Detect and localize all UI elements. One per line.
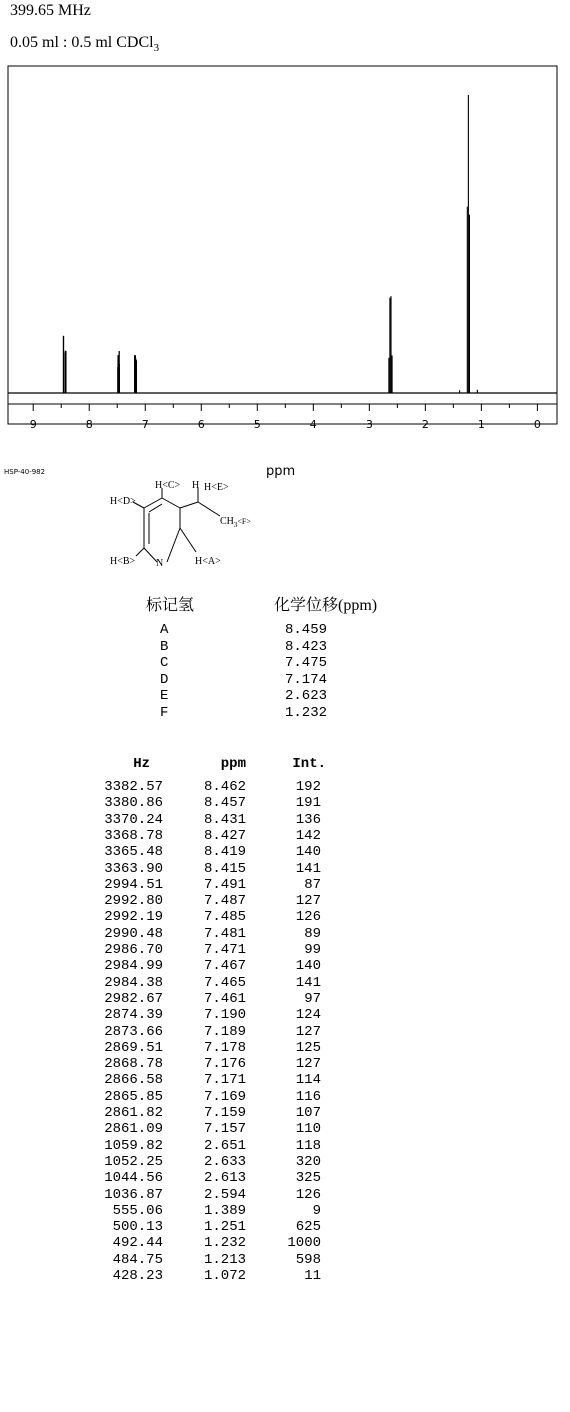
peak-intensity: 140 xyxy=(295,958,321,975)
x-tick-label: 7 xyxy=(141,418,149,431)
assignment-label: F xyxy=(160,704,169,721)
peak-hz: 500.13 xyxy=(112,1219,163,1236)
assignment-label: D xyxy=(160,671,169,688)
peak-row xyxy=(0,828,570,844)
peak-intensity: 114 xyxy=(295,1072,321,1089)
peak-row xyxy=(0,795,570,811)
x-tick-label: 5 xyxy=(253,418,261,431)
peak-row xyxy=(0,1235,570,1251)
x-tick-label: 8 xyxy=(85,418,93,431)
peak-row xyxy=(0,1268,570,1284)
peak-ppm: 7.461 xyxy=(203,990,246,1007)
peak-row xyxy=(0,958,570,974)
molecular-structure xyxy=(100,480,300,575)
peak-intensity: 116 xyxy=(295,1088,321,1105)
peak-ppm: 1.389 xyxy=(203,1202,246,1219)
peak-intensity: 125 xyxy=(295,1039,321,1056)
peak-ppm: 7.171 xyxy=(203,1072,246,1089)
peak-hz: 2990.48 xyxy=(104,925,163,942)
peak-hz: 492.44 xyxy=(112,1235,163,1252)
peak-ppm: 7.157 xyxy=(203,1121,246,1138)
peak-row xyxy=(0,1219,570,1235)
peak-ppm: 2.594 xyxy=(203,1186,246,1203)
assignment-label: C xyxy=(160,655,169,671)
label-n: N xyxy=(156,558,164,569)
solvent-text: 0.05 ml : 0.5 ml CDCl xyxy=(10,34,154,51)
peak-header-hz: Hz xyxy=(133,756,150,772)
assignment-shift: 8.459 xyxy=(285,622,328,638)
peak-intensity: 191 xyxy=(295,795,321,812)
peak-ppm: 7.190 xyxy=(203,1007,246,1024)
peak-row xyxy=(0,1007,570,1023)
x-tick-label: 4 xyxy=(309,418,317,431)
spectrum-code: HSP-40-982 xyxy=(4,468,46,476)
peak-ppm: 7.485 xyxy=(203,909,246,926)
peak-row xyxy=(0,861,570,877)
x-tick-label: 6 xyxy=(197,418,205,431)
assignment-label: B xyxy=(160,638,169,655)
peak-hz: 2992.80 xyxy=(104,893,163,910)
peak-ppm: 8.427 xyxy=(203,827,246,844)
peak-intensity: 192 xyxy=(295,779,321,795)
peak-ppm: 8.419 xyxy=(203,844,246,861)
peak-intensity: 1000 xyxy=(287,1235,321,1252)
spectrometer-frequency: 399.65 MHz xyxy=(10,2,91,19)
peak-ppm: 2.633 xyxy=(203,1153,246,1170)
peak-ppm: 7.159 xyxy=(203,1105,246,1121)
peak-ppm: 1.072 xyxy=(203,1268,246,1284)
label-hd: H<D> xyxy=(110,496,136,507)
assignment-row xyxy=(0,622,570,638)
peak-intensity: 141 xyxy=(295,860,321,877)
peak-intensity: 142 xyxy=(295,827,321,844)
peak-hz: 1052.25 xyxy=(104,1153,163,1170)
peak-ppm: 7.487 xyxy=(203,893,246,910)
peak-hz: 2986.70 xyxy=(104,942,163,958)
peak-hz: 1036.87 xyxy=(104,1186,163,1203)
peak-intensity: 598 xyxy=(295,1251,321,1268)
peak-hz: 555.06 xyxy=(112,1202,163,1219)
peak-row xyxy=(0,1121,570,1137)
nmr-spectrum-chart xyxy=(0,0,570,470)
peak-hz: 2869.51 xyxy=(104,1039,163,1056)
x-axis-label: ppm xyxy=(266,464,296,479)
solvent-subscript: 3 xyxy=(153,42,160,55)
x-tick-label: 9 xyxy=(29,418,37,431)
peak-ppm: 7.471 xyxy=(203,942,246,958)
peak-row xyxy=(0,1056,570,1072)
assignment-row xyxy=(0,672,570,688)
peak-intensity: 136 xyxy=(295,811,321,828)
peak-row xyxy=(0,877,570,893)
peak-row xyxy=(0,844,570,860)
peak-intensity: 89 xyxy=(304,925,321,942)
label-ha: H<A> xyxy=(195,556,221,567)
peak-intensity: 127 xyxy=(295,893,321,910)
peak-hz: 3365.48 xyxy=(104,844,163,861)
peak-ppm: 7.176 xyxy=(203,1056,246,1073)
peak-intensity: 625 xyxy=(295,1219,321,1236)
peak-hz: 3363.90 xyxy=(104,860,163,877)
peak-intensity: 140 xyxy=(295,844,321,861)
peak-hz: 2865.85 xyxy=(104,1088,163,1105)
peak-ppm: 8.415 xyxy=(203,860,246,877)
peak-ppm: 1.232 xyxy=(203,1235,246,1252)
peak-hz: 428.23 xyxy=(112,1268,163,1284)
peak-row xyxy=(0,1154,570,1170)
assignment-row xyxy=(0,688,570,704)
peak-hz: 2861.82 xyxy=(104,1105,163,1121)
peak-ppm: 1.251 xyxy=(203,1219,246,1236)
assignment-shift: 7.475 xyxy=(285,655,328,671)
assignment-shift: 2.623 xyxy=(285,688,328,704)
label-he: H<E> xyxy=(204,482,229,493)
peak-ppm: 7.481 xyxy=(203,925,246,942)
assignment-row xyxy=(0,705,570,721)
peak-ppm: 7.465 xyxy=(203,974,246,991)
x-tick-label: 2 xyxy=(421,418,429,431)
peak-hz: 2874.39 xyxy=(104,1007,163,1024)
peak-ppm: 7.169 xyxy=(203,1088,246,1105)
peak-hz: 2984.38 xyxy=(104,974,163,991)
peak-row xyxy=(0,942,570,958)
peak-intensity: 107 xyxy=(295,1105,321,1121)
assignment-header-label: 标记氢 xyxy=(146,597,195,614)
assignment-header-shift: 化学位移(ppm) xyxy=(274,597,378,614)
peak-row xyxy=(0,1138,570,1154)
peak-hz: 2868.78 xyxy=(104,1056,163,1073)
peak-intensity: 126 xyxy=(295,909,321,926)
x-tick-label: 0 xyxy=(533,418,541,431)
peak-ppm: 7.491 xyxy=(203,876,246,893)
peak-row xyxy=(0,1170,570,1186)
peak-hz: 484.75 xyxy=(112,1251,163,1268)
peak-header-ppm: ppm xyxy=(220,756,246,772)
peak-row xyxy=(0,812,570,828)
peak-row xyxy=(0,779,570,795)
peak-hz: 2873.66 xyxy=(104,1023,163,1040)
peak-row xyxy=(0,893,570,909)
peak-hz: 1044.56 xyxy=(104,1170,163,1187)
peak-intensity: 127 xyxy=(295,1056,321,1073)
peak-hz: 3370.24 xyxy=(104,811,163,828)
label-h: H xyxy=(192,480,200,491)
peak-row xyxy=(0,1203,570,1219)
assignment-row xyxy=(0,639,570,655)
peak-row xyxy=(0,926,570,942)
x-tick-label: 1 xyxy=(477,418,485,431)
peak-intensity: 97 xyxy=(304,990,321,1007)
peak-intensity: 110 xyxy=(295,1121,321,1138)
peak-hz: 3368.78 xyxy=(104,827,163,844)
peak-intensity: 320 xyxy=(295,1153,321,1170)
peak-ppm: 7.467 xyxy=(203,958,246,975)
peak-intensity: 99 xyxy=(304,942,321,958)
peak-row xyxy=(0,1187,570,1203)
peak-intensity: 87 xyxy=(304,876,321,893)
peak-row xyxy=(0,909,570,925)
peak-hz: 2866.58 xyxy=(104,1072,163,1089)
assignment-shift: 1.232 xyxy=(285,704,328,721)
peak-hz: 1059.82 xyxy=(104,1137,163,1154)
peak-ppm: 2.613 xyxy=(203,1170,246,1187)
assignment-label: A xyxy=(160,622,169,638)
peak-ppm: 8.462 xyxy=(203,779,246,795)
peak-hz: 3382.57 xyxy=(104,779,163,795)
peak-row xyxy=(0,1072,570,1088)
peak-ppm: 1.213 xyxy=(203,1251,246,1268)
peak-row xyxy=(0,1089,570,1105)
peak-hz: 2994.51 xyxy=(104,876,163,893)
peak-header-int: Int. xyxy=(292,756,326,772)
peak-row xyxy=(0,975,570,991)
peak-intensity: 325 xyxy=(295,1170,321,1187)
peak-row xyxy=(0,1040,570,1056)
label-hb: H<B> xyxy=(110,556,136,567)
peak-hz: 2982.67 xyxy=(104,990,163,1007)
peak-ppm: 2.651 xyxy=(203,1137,246,1154)
peak-row xyxy=(0,1024,570,1040)
peak-intensity: 141 xyxy=(295,974,321,991)
peak-ppm: 8.457 xyxy=(203,795,246,812)
spectrum-peaks xyxy=(63,95,477,393)
peak-intensity: 9 xyxy=(312,1202,321,1219)
peak-intensity: 127 xyxy=(295,1023,321,1040)
assignment-label: E xyxy=(160,688,169,704)
x-tick-label: 3 xyxy=(365,418,373,431)
peak-intensity: 124 xyxy=(295,1007,321,1024)
peak-intensity: 11 xyxy=(304,1268,321,1284)
peak-hz: 2861.09 xyxy=(104,1121,163,1138)
x-ticks xyxy=(33,404,537,411)
label-ch3: $CH_3^{<F>}$ xyxy=(220,516,251,529)
peak-ppm: 7.178 xyxy=(203,1039,246,1056)
peak-ppm: 8.431 xyxy=(203,811,246,828)
plot-frame xyxy=(8,66,557,424)
peak-row xyxy=(0,1252,570,1268)
peak-intensity: 118 xyxy=(295,1137,321,1154)
peak-ppm: 7.189 xyxy=(203,1023,246,1040)
peak-intensity: 126 xyxy=(295,1186,321,1203)
peak-row xyxy=(0,1105,570,1121)
label-hc: H<C> xyxy=(155,480,181,491)
peak-hz: 3380.86 xyxy=(104,795,163,812)
peak-hz: 2992.19 xyxy=(104,909,163,926)
peak-hz: 2984.99 xyxy=(104,958,163,975)
peak-row xyxy=(0,991,570,1007)
assignment-row xyxy=(0,655,570,671)
assignment-shift: 7.174 xyxy=(285,671,328,688)
assignment-shift: 8.423 xyxy=(285,638,328,655)
